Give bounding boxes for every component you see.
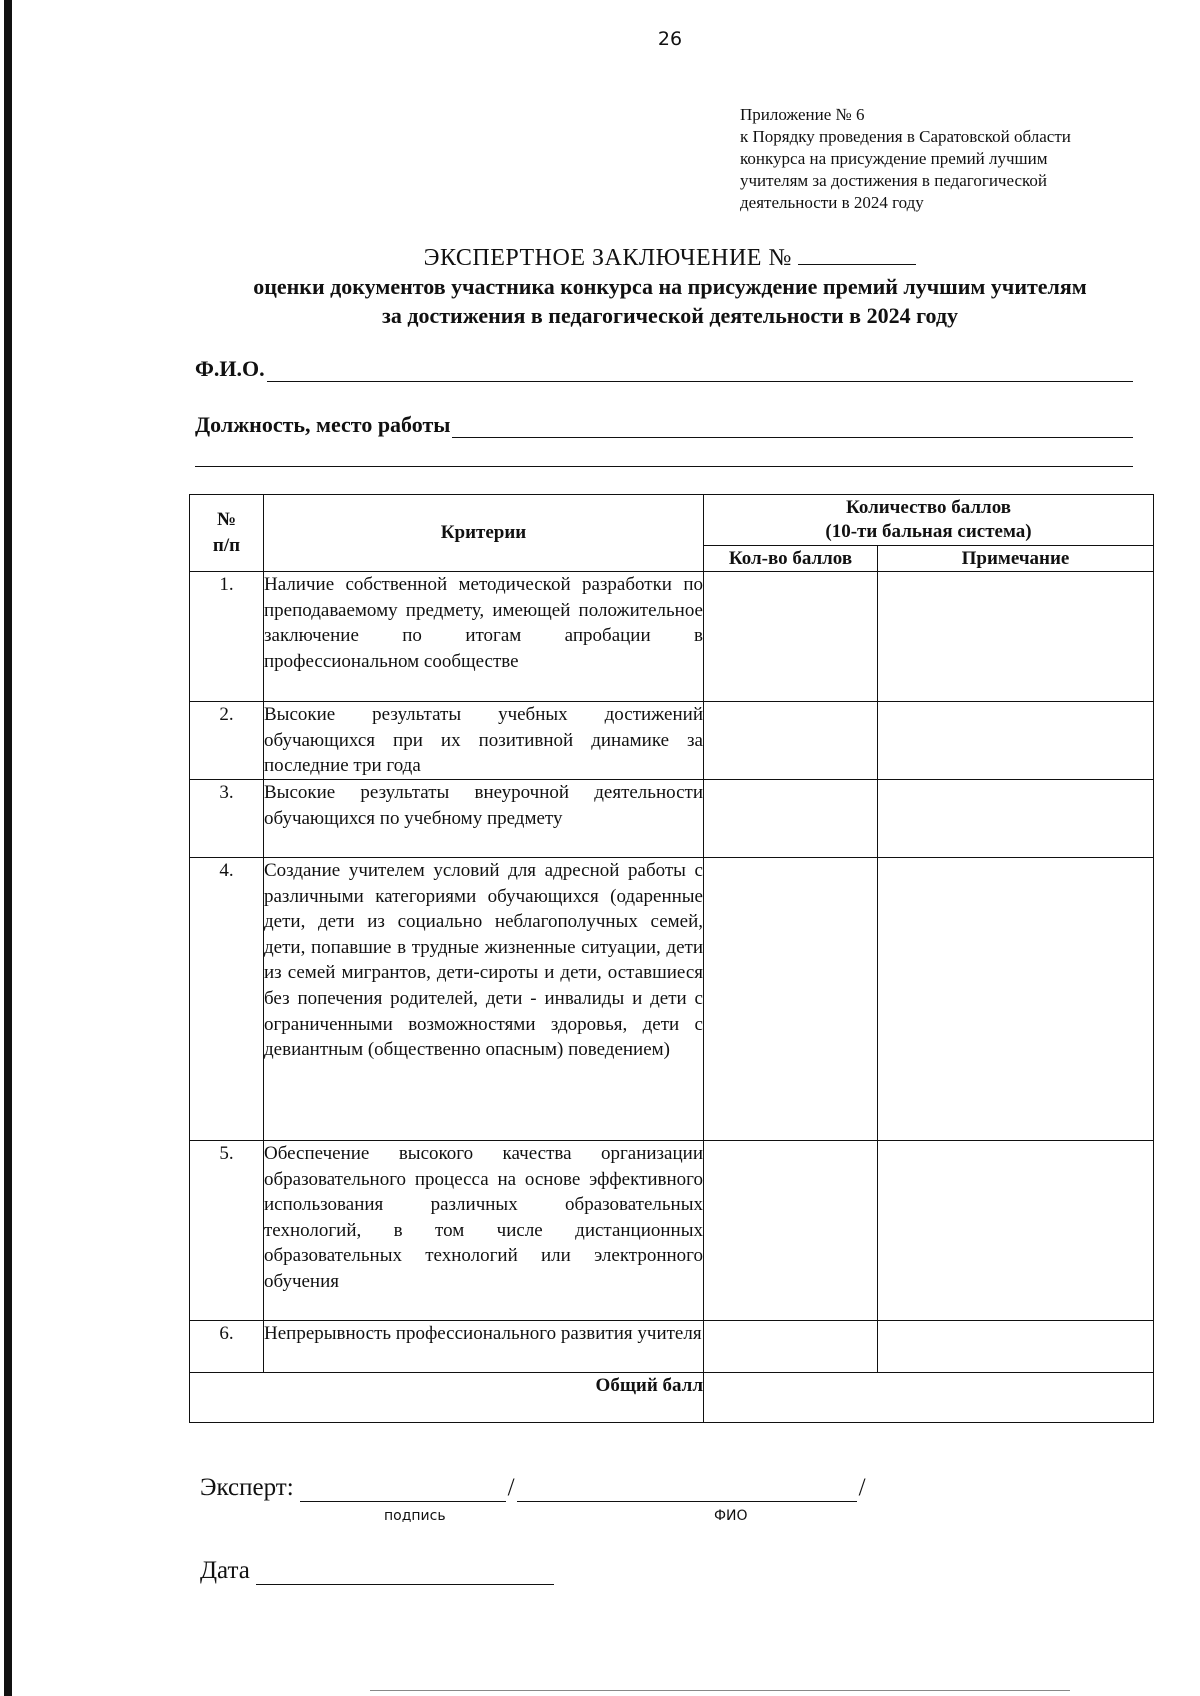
fio-field bbox=[195, 356, 1133, 382]
header-num-text: № п/п bbox=[212, 509, 241, 556]
document-title bbox=[200, 244, 1140, 272]
appendix-line: Приложение № 6 bbox=[740, 105, 865, 124]
appendix-line: деятельности в 2024 году bbox=[740, 193, 924, 212]
separator-slash: / bbox=[507, 1474, 515, 1501]
note-cell[interactable] bbox=[878, 1321, 1154, 1373]
points-cell[interactable] bbox=[704, 572, 878, 702]
row-criterion: Высокие результаты внеурочной деятельности обучающихся по учебному предмету bbox=[264, 780, 704, 858]
date-line bbox=[200, 1557, 554, 1585]
header-criteria: Критерии bbox=[264, 495, 704, 572]
table-row bbox=[190, 1321, 1154, 1373]
table-row bbox=[190, 572, 1154, 702]
points-cell[interactable] bbox=[704, 858, 878, 1141]
row-number: 1. bbox=[190, 572, 264, 702]
table-row bbox=[190, 1141, 1154, 1321]
position-blank-continuation[interactable] bbox=[195, 466, 1133, 467]
separator-slash: / bbox=[858, 1474, 866, 1501]
header-points: Кол-во баллов bbox=[704, 546, 878, 572]
header-note: Примечание bbox=[878, 546, 1154, 572]
row-number: 3. bbox=[190, 780, 264, 858]
header-points-group-line2: (10-ти бальная система) bbox=[825, 521, 1032, 542]
header-points-group bbox=[704, 495, 1154, 546]
row-number: 2. bbox=[190, 702, 264, 780]
position-field bbox=[195, 412, 1133, 438]
row-criterion: Обеспечение высокого качества организации образовательного процесса на основе эффективного использования различных образовательных технологий, в том числе дистанционных образовательных технологий или электронного обучения bbox=[264, 1141, 704, 1321]
appendix-line: к Порядку проведения в Саратовской области bbox=[740, 127, 1071, 146]
row-criterion: Непрерывность профессионального развития учителя bbox=[264, 1321, 704, 1373]
note-cell[interactable] bbox=[878, 1141, 1154, 1321]
expert-label: Эксперт: bbox=[200, 1474, 294, 1501]
appendix-note bbox=[740, 104, 1160, 214]
fio-caption: ФИО bbox=[714, 1508, 748, 1524]
points-cell[interactable] bbox=[704, 1321, 878, 1373]
scan-edge-mark bbox=[4, 0, 12, 1696]
table-row bbox=[190, 858, 1154, 1141]
date-blank[interactable] bbox=[256, 1560, 554, 1585]
appendix-line: учителям за достижения в педагогической bbox=[740, 171, 1047, 190]
points-cell[interactable] bbox=[704, 702, 878, 780]
appendix-line: конкурса на присуждение премий лучшим bbox=[740, 149, 1048, 168]
signature-blank[interactable] bbox=[300, 1477, 506, 1502]
document-subtitle-line2: за достижения в педагогической деятельности в 2024 году bbox=[381, 303, 959, 328]
row-criterion: Высокие результаты учебных достижений обучающихся при их позитивной динамике за последние три года bbox=[264, 702, 704, 780]
total-row bbox=[190, 1373, 1154, 1423]
row-number: 5. bbox=[190, 1141, 264, 1321]
row-number: 6. bbox=[190, 1321, 264, 1373]
document-subtitle-line1: оценки документов участника конкурса на присуждение премий лучшим учителям bbox=[253, 274, 1087, 299]
points-cell[interactable] bbox=[704, 780, 878, 858]
note-cell[interactable] bbox=[878, 572, 1154, 702]
expert-fio-blank[interactable] bbox=[517, 1477, 857, 1502]
note-cell[interactable] bbox=[878, 858, 1154, 1141]
expert-signature-line bbox=[200, 1474, 868, 1502]
criteria-table bbox=[189, 494, 1154, 1423]
table-row bbox=[190, 702, 1154, 780]
signature-caption: подпись bbox=[384, 1508, 446, 1524]
total-points-cell[interactable] bbox=[704, 1373, 1154, 1423]
total-label: Общий балл bbox=[190, 1373, 704, 1423]
position-label: Должность, место работы bbox=[195, 412, 451, 437]
note-cell[interactable] bbox=[878, 702, 1154, 780]
table-row bbox=[190, 780, 1154, 858]
header-points-group-line1: Количество баллов bbox=[846, 497, 1011, 518]
position-blank[interactable] bbox=[452, 415, 1133, 438]
note-cell[interactable] bbox=[878, 780, 1154, 858]
header-num bbox=[190, 495, 264, 572]
row-criterion: Наличие собственной методической разработки по преподаваемому предмету, имеющей положительное заключение по итогам апробации в профессиональном сообществе bbox=[264, 572, 704, 702]
conclusion-number-blank[interactable] bbox=[798, 244, 916, 265]
fio-blank[interactable] bbox=[267, 359, 1133, 382]
row-number: 4. bbox=[190, 858, 264, 1141]
fio-label: Ф.И.О. bbox=[195, 356, 265, 381]
points-cell[interactable] bbox=[704, 1141, 878, 1321]
page-number: 26 bbox=[657, 28, 683, 50]
row-criterion: Создание учителем условий для адресной работы с различными категориями обучающихся (одаренные дети, дети из социально неблагополучных семей, дети, попавшие в трудные жизненные ситуации, дети из семей мигрантов, дети-сироты и дети, оставшиеся без попечения родителей, дети - инвалиды и дети с ограниченными возможностями здоровья, дети с девиантным (общественно опасным) поведением) bbox=[264, 858, 704, 1141]
document-title-text: ЭКСПЕРТНОЕ ЗАКЛЮЧЕНИЕ № bbox=[423, 245, 792, 271]
date-label: Дата bbox=[200, 1557, 250, 1584]
bottom-divider bbox=[370, 1690, 1070, 1691]
